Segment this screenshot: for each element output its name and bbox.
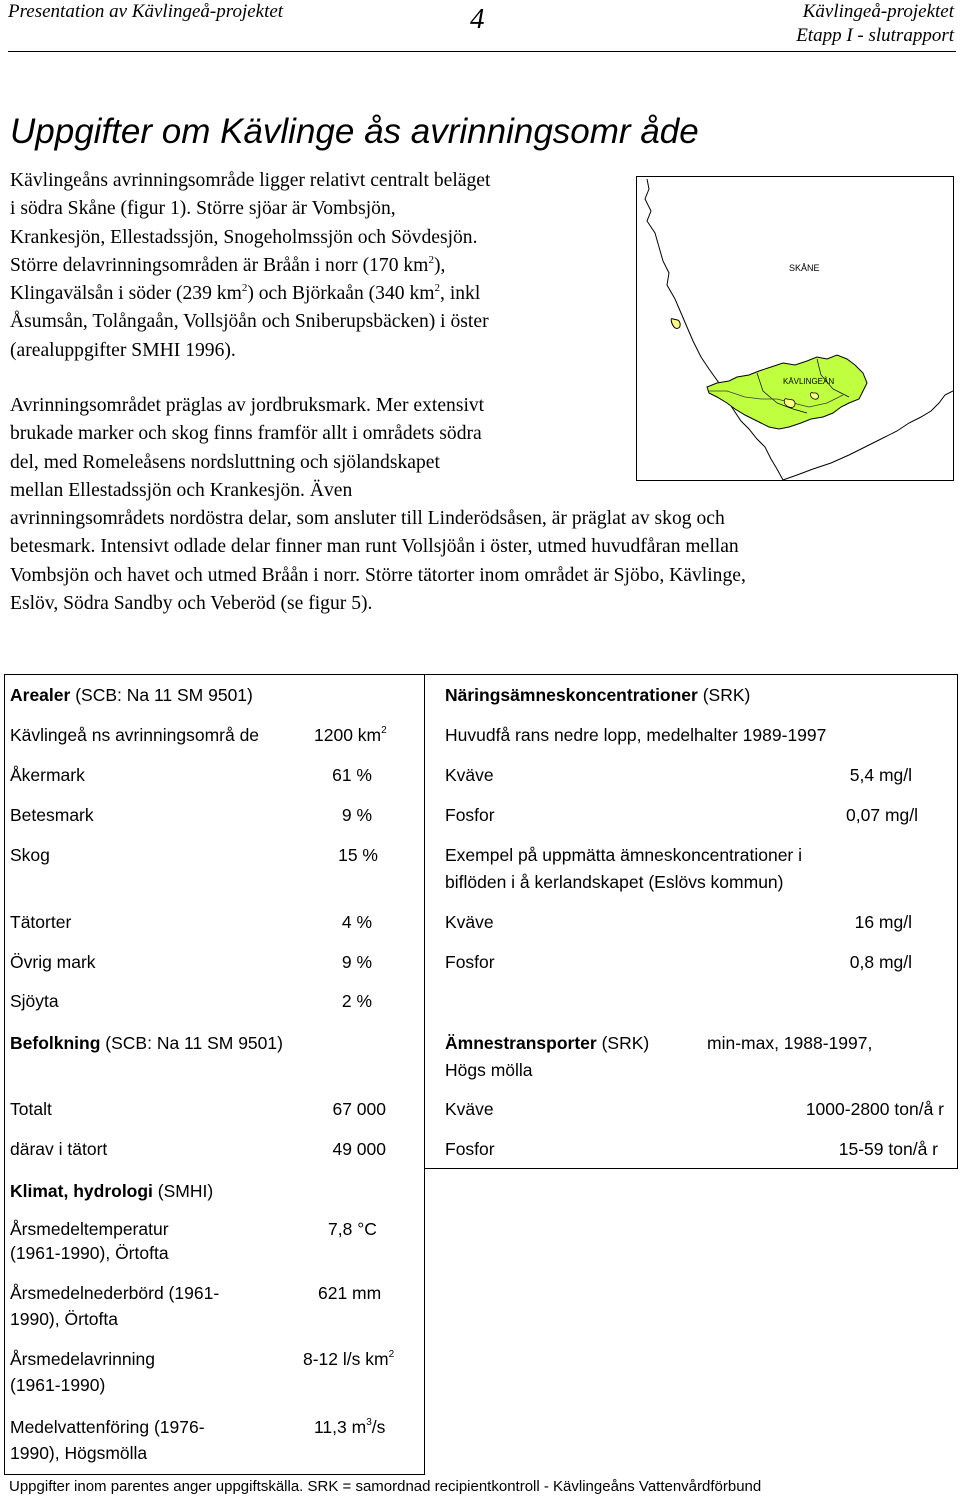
- arealer-value: 15 %: [338, 845, 378, 865]
- header-right-stage: Etapp I - slutrapport: [796, 25, 954, 46]
- arealer-value: 61 %: [332, 765, 372, 785]
- arealer-value: 9 %: [341, 952, 372, 972]
- transport-place: Högs mölla: [445, 1060, 533, 1080]
- table-border-left: [4, 674, 5, 1474]
- arealer-label: Sjöyta: [10, 991, 59, 1011]
- table-border-right-bottom: [424, 1168, 958, 1169]
- naring-label: Kväve: [445, 765, 494, 785]
- arealer-label: Övrig mark: [10, 952, 96, 972]
- klimat-heading: Klimat, hydrologi (SMHI): [10, 1181, 214, 1201]
- arealer-value: 4 %: [341, 912, 372, 932]
- naring-subheading: Exempel på uppmätta ämneskoncentrationer i: [445, 845, 803, 865]
- klimat-label: Medelvattenföring (1976-: [10, 1417, 205, 1437]
- befolkning-label: Totalt: [10, 1099, 52, 1119]
- arealer-value: 9 %: [341, 805, 372, 825]
- klimat-label: Årsmedeltemperatur: [10, 1219, 169, 1239]
- arealer-label: Tätorter: [10, 912, 72, 932]
- arealer-value: 1200 $km^2$: [314, 725, 387, 745]
- klimat-label: (1961-1990): [10, 1375, 106, 1395]
- header-right-project: Kävlingeå-projektet: [802, 1, 954, 22]
- ven-island: [671, 319, 680, 329]
- klimat-value: 11,3 $m^3/s$: [314, 1417, 386, 1437]
- arealer-label: Åkermark: [10, 765, 85, 785]
- facts-table: [0, 674, 960, 1474]
- transport-label: Fosfor: [445, 1139, 495, 1159]
- transport-value: 15-59 ton/å r: [838, 1139, 938, 1159]
- label-skane: SKÅNE: [789, 263, 820, 273]
- table-border-top: [4, 674, 958, 675]
- intro-line: (arealuppgifter SMHI 1996).: [10, 339, 236, 361]
- naring-label: Kväve: [445, 912, 494, 932]
- paragraph-line: betesmark. Intensivt odlade delar finner man runt Vollsjöån i öster, utmed huvudfåran mellan: [10, 536, 739, 558]
- header-rule: [8, 51, 956, 52]
- klimat-label: (1961-1990), Örtofta: [10, 1243, 169, 1263]
- transport-label: Kväve: [445, 1099, 494, 1119]
- befolkning-value: 67 000: [332, 1099, 386, 1119]
- naring-value: 0,07 mg/l: [846, 805, 918, 825]
- transport-period: min-max, 1988-1997,: [707, 1033, 873, 1053]
- intro-line: Större delavrinningsområden är Bråån i norr (170 $km^2$),: [10, 253, 446, 276]
- naring-value: 5,4 mg/l: [849, 765, 912, 785]
- naring-label: Fosfor: [445, 805, 495, 825]
- paragraph-line: avrinningsområdets nordöstra delar, som ansluter till Linderödsåsen, är präglat av skog och: [10, 508, 725, 530]
- arealer-label: Kävlingeå ns avrinningsområ de: [10, 725, 260, 745]
- arealer-value: 2 %: [341, 991, 372, 1011]
- klimat-value: 8-12 l/s $km^2$: [303, 1349, 395, 1369]
- arealer-heading: Arealer (SCB: Na 11 SM 9501): [10, 685, 253, 705]
- paragraph-line: del, med Romeleåsens nordsluttning och sjölandskapet: [10, 451, 440, 473]
- intro-paragraph: [10, 167, 630, 365]
- intro-line: Åsumsån, Tolångaån, Vollsjöån och Sniberupsbäcken) i öster: [10, 311, 489, 333]
- klimat-label: 1990), Örtofta: [10, 1309, 118, 1329]
- intro-line: i södra Skåne (figur 1). Större sjöar är Vombsjön,: [10, 198, 396, 220]
- befolkning-value: 49 000: [332, 1139, 386, 1159]
- naring-value: 0,8 mg/l: [849, 952, 912, 972]
- footer-note: Uppgifter inom parentes anger uppgiftskälla. SRK = samordnad recipientkontroll - Kävlingeåns Vattenvårdförbund: [9, 1478, 762, 1495]
- table-border-middle: [424, 674, 425, 1474]
- naring-subheading: biflöden i å kerlandskapet (Eslövs kommun): [445, 872, 784, 892]
- transport-heading: Ämnestransporter (SRK): [445, 1033, 650, 1053]
- skane-map-drawing: [637, 177, 953, 480]
- paragraph-line: mellan Ellestadssjön och Krankesjön. Även: [10, 479, 353, 501]
- header-left: Presentation av Kävlingeå-projektet: [8, 1, 284, 22]
- page-number: 4: [470, 3, 485, 35]
- table-border-right: [957, 674, 958, 1168]
- paragraph-line: brukade marker och skog finns framför allt i områdets södra: [10, 423, 482, 445]
- klimat-label: Årsmedelavrinning: [10, 1349, 155, 1369]
- intro-line: Kävlingeåns avrinningsområde ligger relativt centralt beläget: [10, 170, 491, 191]
- intro-line: Krankesjön, Ellestadssjön, Snogeholmssjön och Sövdesjön.: [10, 226, 478, 248]
- naring-subheading: Huvudfå rans nedre lopp, medelhalter 1989-1997: [445, 725, 827, 745]
- befolkning-heading: Befolkning (SCB: Na 11 SM 9501): [10, 1033, 283, 1053]
- befolkning-label: därav i tätort: [10, 1139, 108, 1159]
- label-kavlingean: KÄVLINGEÅN: [783, 377, 835, 386]
- intro-line: Klingavälsån i söder (239 $km^2$) och Björkaån (340 $km^2$, inkl: [10, 282, 481, 305]
- paragraph-line: Avrinningsområdet präglas av jordbruksmark. Mer extensivt: [10, 395, 485, 416]
- table-border-bottom: [4, 1474, 425, 1475]
- klimat-value: 621 mm: [318, 1283, 382, 1303]
- page-title: Uppgifter om Kävlinge ås avrinningsomr åde: [10, 112, 699, 151]
- arealer-label: Betesmark: [10, 805, 94, 825]
- arealer-label: Skog: [10, 845, 50, 865]
- naring-heading: Näringsämneskoncentrationer (SRK): [445, 685, 751, 705]
- header-right: [796, 0, 954, 48]
- paragraph-line: Vombsjön och havet och utmed Bråån i norr. Större tätorter inom området är Sjöbo, Kävlinge,: [10, 564, 746, 586]
- naring-label: Fosfor: [445, 952, 495, 972]
- klimat-label: Årsmedelnederbörd (1961-: [10, 1283, 220, 1303]
- klimat-label: 1990), Högsmölla: [10, 1443, 148, 1463]
- naring-value: 16 mg/l: [854, 912, 912, 932]
- klimat-value: 7,8 °C: [328, 1219, 377, 1239]
- coastline: [645, 179, 783, 480]
- paragraph-line: Eslöv, Södra Sandby och Veberöd (se figur 5).: [10, 593, 373, 615]
- skane-map: [636, 176, 954, 481]
- transport-value: 1000-2800 ton/å r: [805, 1099, 944, 1119]
